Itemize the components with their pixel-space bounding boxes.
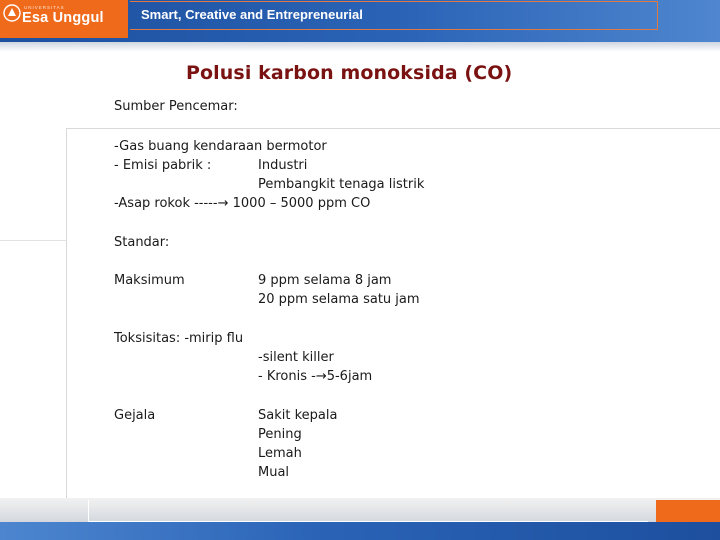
source-3-prefix: -Asap rokok -----: [114, 196, 218, 211]
symptom-item: Lemah: [258, 446, 302, 461]
symptom-item: Sakit kepala: [258, 408, 338, 423]
logo: [0, 0, 128, 38]
footer-bar: [0, 522, 720, 540]
source-heading: Sumber Pencemar:: [114, 99, 238, 114]
toxicity-value-1: -silent killer: [258, 350, 334, 365]
symptoms-label: Gejala: [114, 408, 156, 423]
logo-subtitle: UNIVERSITAS: [24, 5, 65, 10]
source-3: [114, 194, 370, 213]
toxicity-label: Toksisitas: -mirip flu: [114, 331, 244, 346]
source-2-label: - Emisi pabrik :: [114, 158, 212, 173]
standard-heading: Standar:: [114, 235, 170, 250]
tagline: Smart, Creative and Entrepreneurial: [141, 7, 363, 22]
toxicity-value-2-suffix: 5-6jam: [326, 369, 373, 384]
frame-divider: [0, 240, 66, 241]
footer-frame: [88, 500, 648, 522]
university-emblem-icon: [3, 4, 21, 22]
source-3-value: 1000 – 5000 ppm CO: [232, 196, 371, 211]
maximum-label: Maksimum: [114, 273, 185, 288]
source-1: -Gas buang kendaraan bermotor: [114, 139, 327, 154]
maximum-value-1: 9 ppm selama 8 jam: [258, 273, 392, 288]
toxicity-value-2-prefix: - Kronis -: [258, 369, 316, 384]
logo-text: Esa Unggul: [22, 10, 104, 26]
arrow-right-icon: →: [217, 196, 229, 211]
symptom-item: Mual: [258, 465, 290, 480]
arrow-right-icon: →: [315, 369, 327, 384]
slide-title: Polusi karbon monoksida (CO): [186, 62, 513, 84]
source-2-value-2: Pembangkit tenaga listrik: [258, 177, 425, 192]
header-shadow: [0, 42, 720, 52]
maximum-value-2: 20 ppm selama satu jam: [258, 292, 420, 307]
toxicity-value-2: [258, 367, 372, 386]
source-2-value-1: Industri: [258, 158, 308, 173]
symptom-item: Pening: [258, 427, 302, 442]
footer-accent: [656, 500, 720, 522]
